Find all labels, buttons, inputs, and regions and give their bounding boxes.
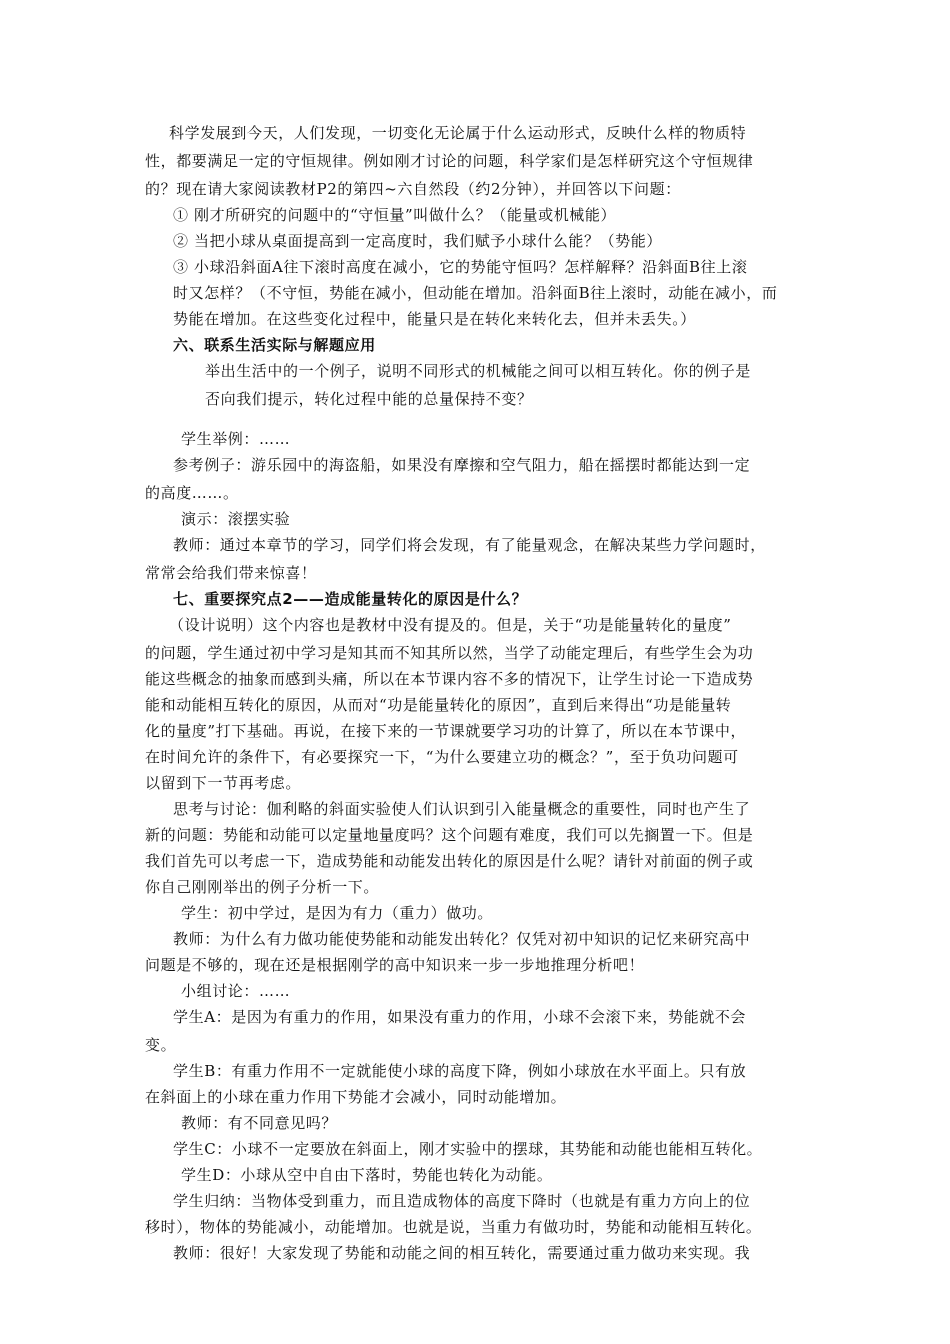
text-line: 教师：为什么有力做功能使势能和动能发出转化？仅凭对初中知识的记忆来研究高中 [173,930,751,948]
text-line: （设计说明）这个内容也是教材中没有提及的。但是，关于“功是能量转化的量度” [169,616,732,634]
text-line: 能和动能相互转化的原因，从而对“功是能量转化的原因”，直到后来得出“功是能量转 [145,696,732,714]
text-line: 科学发展到今天，人们发现，一切变化无论属于什么运动形式，反映什么样的物质特 [169,124,747,142]
text-line: 的问题，学生通过初中学习是知其而不知其所以然，当学了动能定理后，有些学生会为功 [145,644,754,662]
text-line: 否向我们提示，转化过程中能的总量保持不变？ [205,390,533,408]
section-heading: 六、联系生活实际与解题应用 [173,336,376,354]
text-line: ③ 小球沿斜面A往下滚时高度在减小，它的势能守恒吗？怎样解释？沿斜面B往上滚 [173,258,748,276]
text-line: 参考例子：游乐园中的海盗船，如果没有摩擦和空气阻力，船在摇摆时都能达到一定 [173,456,751,474]
text-line: 问题是不够的，现在还是根据刚学的高中知识来一步一步地推理分析吧！ [145,956,645,974]
text-line: 以留到下一节再考虑。 [145,774,302,792]
text-line: 在斜面上的小球在重力作用下势能才会减小，同时动能增加。 [145,1088,567,1106]
text-line: 化的量度”打下基础。再说，在接下来的一节课就要学习功的计算了，所以在本节课中， [145,722,747,740]
text-line: 举出生活中的一个例子，说明不同形式的机械能之间可以相互转化。你的例子是 [205,362,752,380]
text-line: 常常会给我们带来惊喜！ [145,564,317,582]
text-line: 学生D：小球从空中自由下落时，势能也转化为动能。 [181,1166,553,1184]
text-line: 教师：有不同意见吗？ [181,1114,338,1132]
text-line: ① 刚才所研究的问题中的“守恒量”叫做什么？（能量或机械能） [173,206,617,224]
text-line: 的？现在请大家阅读教材P2的第四~六自然段（约2分钟），并回答以下问题： [145,180,681,198]
text-line: 学生B：有重力作用不一定就能使小球的高度下降，例如小球放在水平面上。只有放 [173,1062,747,1080]
text-line: 势能在增加。在这些变化过程中，能量只是在转化来转化去，但并未丢失。） [173,310,696,328]
text-line: 教师：很好！大家发现了势能和动能之间的相互转化，需要通过重力做功来实现。我 [173,1244,751,1262]
text-line: 小组讨论：…… [181,982,291,1000]
text-line: 变。 [145,1036,177,1054]
text-line: ② 当把小球从桌面提高到一定高度时，我们赋予小球什么能？（势能） [173,232,662,250]
text-line: 学生C：小球不一定要放在斜面上，刚才实验中的摆球，其势能和动能也能相互转化。 [173,1140,763,1158]
text-line: 学生举例：…… [181,430,291,448]
text-line: 学生A：是因为有重力的作用，如果没有重力的作用，小球不会滚下来，势能就不会 [173,1008,747,1026]
text-line: 演示：滚摆实验 [181,510,291,528]
text-line: 移时），物体的势能减小，动能增加。也就是说，当重力有做功时，势能和动能相互转化。 [145,1218,762,1236]
text-line: 时又怎样？（不守恒，势能在减小，但动能在增加。沿斜面B往上滚时，动能在减小，而 [173,284,778,302]
text-line: 在时间允许的条件下，有必要探究一下，“为什么要建立功的概念？”，至于负功问题可 [145,748,739,766]
text-line: 学生归纳：当物体受到重力，而且造成物体的高度下降时（也就是有重力方向上的位 [173,1192,751,1210]
text-line: 能这些概念的抽象而感到头痛，所以在本节课内容不多的情况下，让学生讨论一下造成势 [145,670,754,688]
text-line: 我们首先可以考虑一下，造成势能和动能发出转化的原因是什么呢？请针对前面的例子或 [145,852,754,870]
text-line: 思考与讨论：伽利略的斜面实验使人们认识到引入能量概念的重要性，同时也产生了 [173,800,751,818]
text-line: 学生：初中学过，是因为有力（重力）做功。 [181,904,494,922]
text-line: 的高度……。 [145,484,239,502]
text-line: 你自己刚刚举出的例子分析一下。 [145,878,380,896]
section-heading: 七、重要探究点2——造成能量转化的原因是什么？ [173,590,528,608]
text-line: 新的问题：势能和动能可以定量地量度吗？这个问题有难度，我们可以先搁置一下。但是 [145,826,754,844]
text-line: 教师：通过本章节的学习，同学们将会发现，有了能量观念，在解决某些力学问题时， [173,536,766,554]
text-line: 性，都要满足一定的守恒规律。例如刚才讨论的问题，科学家们是怎样研究这个守恒规律 [145,152,754,170]
